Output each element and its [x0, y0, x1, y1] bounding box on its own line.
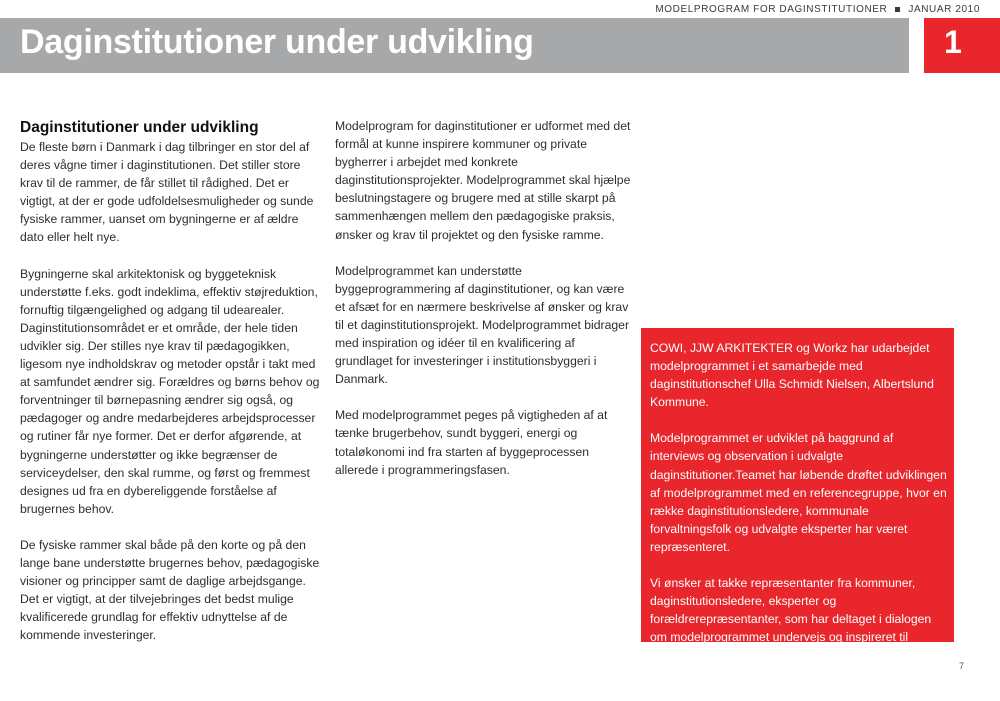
page-number: 7: [959, 661, 965, 671]
paragraph: Vi ønsker at takke repræsentanter fra kommuner, daginstitutionsledere, eksperter og forældrerepræsentanter, som har deltaget i dialogen om modelprogrammet undervejs og inspireret til udviklingen af fokusområder og dialogværktøjet Rum & Rammer.: [650, 576, 947, 681]
page-title: Daginstitutioner under udvikling: [20, 23, 534, 61]
section-heading: Daginstitutioner under udvikling: [20, 119, 259, 136]
paragraph: Modelprogram for daginstitutioner er udformet med det formål at kunne inspirere kommuner og private bygherrer i arbejdet med konkrete daginstitutionsprojekter. Modelprogrammet skal hjælpe beslutningstagere og brugere med at stille skarpt på sammenhængen mellem den pædagogiske praksis, ønsker og krav til projektet og den fysiske ramme.: [335, 119, 631, 242]
paragraph: Modelprogrammet er udviklet på baggrund af interviews og observation i udvalgte daginstitutioner.Teamet har løbende drøftet udviklingen af modelprogrammet med en referencegruppe, hvor en række daginstitutionsledere, kommunale forvaltningsfolk og udvalgte eksperter har været repræsenteret.: [650, 431, 947, 554]
chapter-number: 1: [944, 24, 962, 60]
paragraph: De fysiske rammer skal både på den korte og på den lange bane understøtte brugernes behov, pædagogiske visioner og principper samt de daglige arbejdsgange. Det er vigtigt, at der tilvejebringes det bedst mulige kvalificerede grundlag for effektiv udnyttelse af de kommende investeringer.: [20, 537, 320, 643]
separator-square-icon: [895, 7, 900, 12]
paragraph: Modelprogrammet kan understøtte byggeprogrammering af daginstitutioner, og kan være et afsæt for en nærmere beskrivelse af ønsker og krav til et daginstitutionsprojekt. Modelprogrammet bidrager med inspiration og idéer til en kvalificering af grundlaget for investeringer i institutionsbyggeri i Danmark.: [335, 263, 629, 387]
acknowledgement-box: [641, 328, 954, 681]
header-date-label: JANUAR 2010: [908, 4, 980, 15]
header-program-label: MODELPROGRAM FOR DAGINSTITUTIONER: [655, 4, 888, 15]
paragraph: Bygningerne skal arkitektonisk og byggeteknisk understøtte f.eks. godt indeklima, effektiv støjreduktion, fornuftig tilgængelighed og adgang til udearealer. Daginstitutionsområdet er et område, der hele tiden udvikler sig. Der stilles nye krav til pædagogikken, ligesom nye indholdskrav og metoder opstår i takt med at samfundet ændrer sig. Forældres og børns behov og forventninger til børnepasning ændrer sig også, og pædagoger og andre medarbejderes arbejdsprocesser og rutiner får nye former. Det er derfor afgørende, at bygningerne understøtter og ikke begrænser de serviceydelser, den skal rumme, og først og fremmest designes ud fra en dybereliggende forståelse af brugernes behov.: [20, 266, 320, 516]
running-header: [655, 4, 980, 15]
text-column-left: [20, 118, 320, 662]
chapter-number-box: [924, 18, 1000, 73]
paragraph: De fleste børn i Danmark i dag tilbringer en stor del af deres vågne timer i daginstitutionen. Det stiller store krav til de rammer, de får stillet til rådighed. Det er vigtigt, at der er gode udfoldelsesmuligheder og sunde fysiske rammer, uanset om bygningerne er af ældre dato eller helt nye.: [20, 140, 314, 245]
paragraph: Med modelprogrammet peges på vigtigheden af at tænke brugerbehov, sundt byggeri, energi og totaløkonomi ind fra starten af byggeprocessen allerede i programmeringsfasen.: [335, 408, 608, 477]
text-column-middle: [335, 117, 635, 497]
paragraph: COWI, JJW ARKITEKTER og Workz har udarbejdet modelprogrammet i et samarbejde med daginstitutionschef Ulla Schmidt Nielsen, Albertslund Kommune.: [650, 341, 934, 410]
title-bar: [0, 18, 909, 73]
